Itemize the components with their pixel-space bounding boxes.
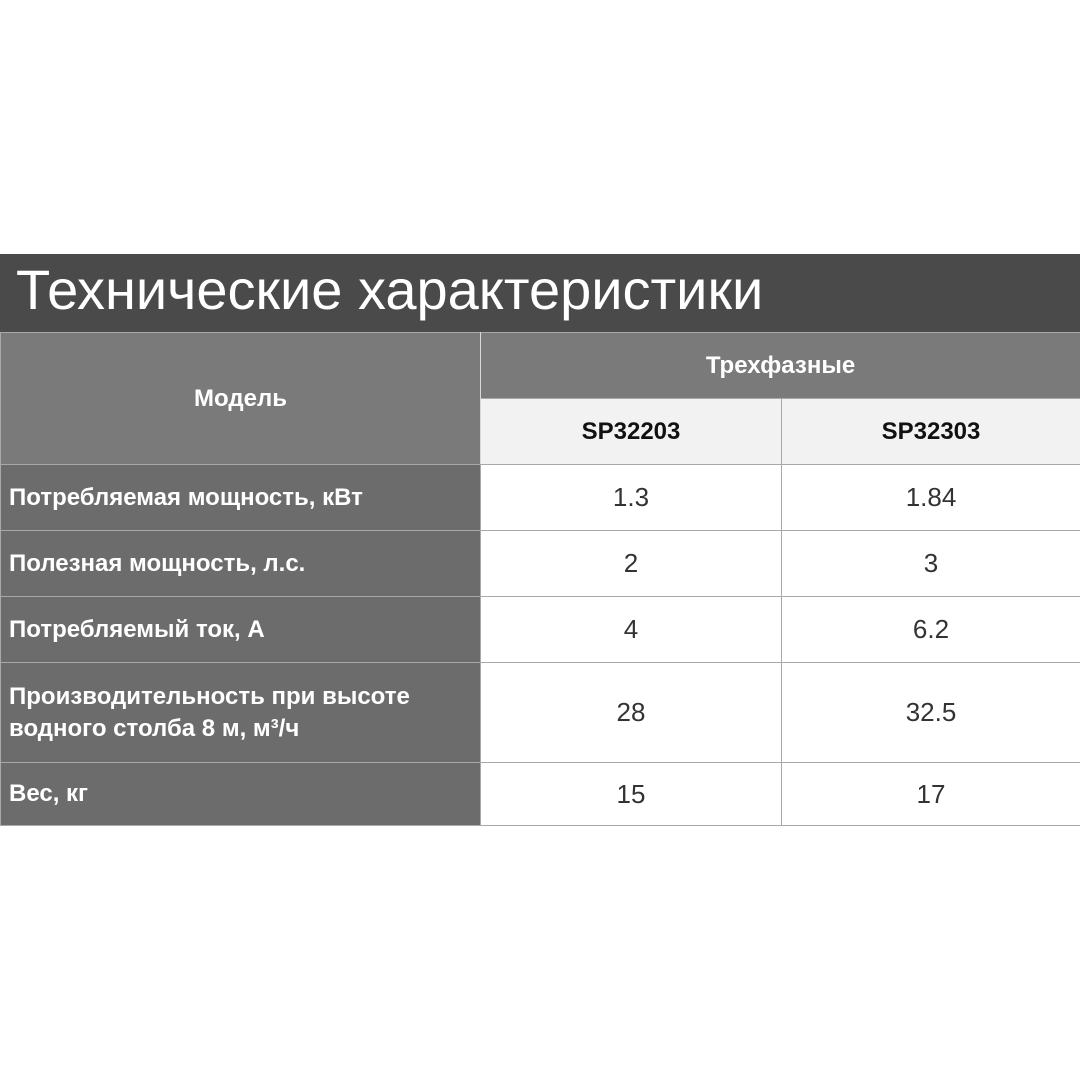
cell-value: 6.2 — [782, 597, 1080, 663]
model-name-1: SP32203 — [481, 399, 782, 465]
cell-value: 28 — [481, 663, 782, 763]
table-row — [1, 663, 1080, 763]
cell-value: 1.84 — [782, 465, 1080, 531]
cell-value: 1.3 — [481, 465, 782, 531]
cell-value: 4 — [481, 597, 782, 663]
table-row — [1, 763, 1080, 826]
row-label: Потребляемый ток, А — [1, 597, 481, 663]
page-title: Технические характеристики — [0, 254, 1080, 332]
table-row — [1, 597, 1080, 663]
cell-value: 3 — [782, 531, 1080, 597]
header-row-group — [1, 333, 1080, 399]
spec-table — [0, 332, 1080, 826]
cell-value: 32.5 — [782, 663, 1080, 763]
cell-value: 17 — [782, 763, 1080, 826]
row-label: Потребляемая мощность, кВт — [1, 465, 481, 531]
row-label: Полезная мощность, л.с. — [1, 531, 481, 597]
table-row — [1, 531, 1080, 597]
cell-value: 15 — [481, 763, 782, 826]
model-header: Модель — [1, 333, 481, 465]
group-header: Трехфазные — [481, 333, 1080, 399]
row-label: Производительность при высоте водного столба 8 м, м³/ч — [1, 663, 481, 763]
spec-block — [0, 254, 1080, 826]
row-label: Вес, кг — [1, 763, 481, 826]
model-name-2: SP32303 — [782, 399, 1080, 465]
cell-value: 2 — [481, 531, 782, 597]
table-row — [1, 465, 1080, 531]
